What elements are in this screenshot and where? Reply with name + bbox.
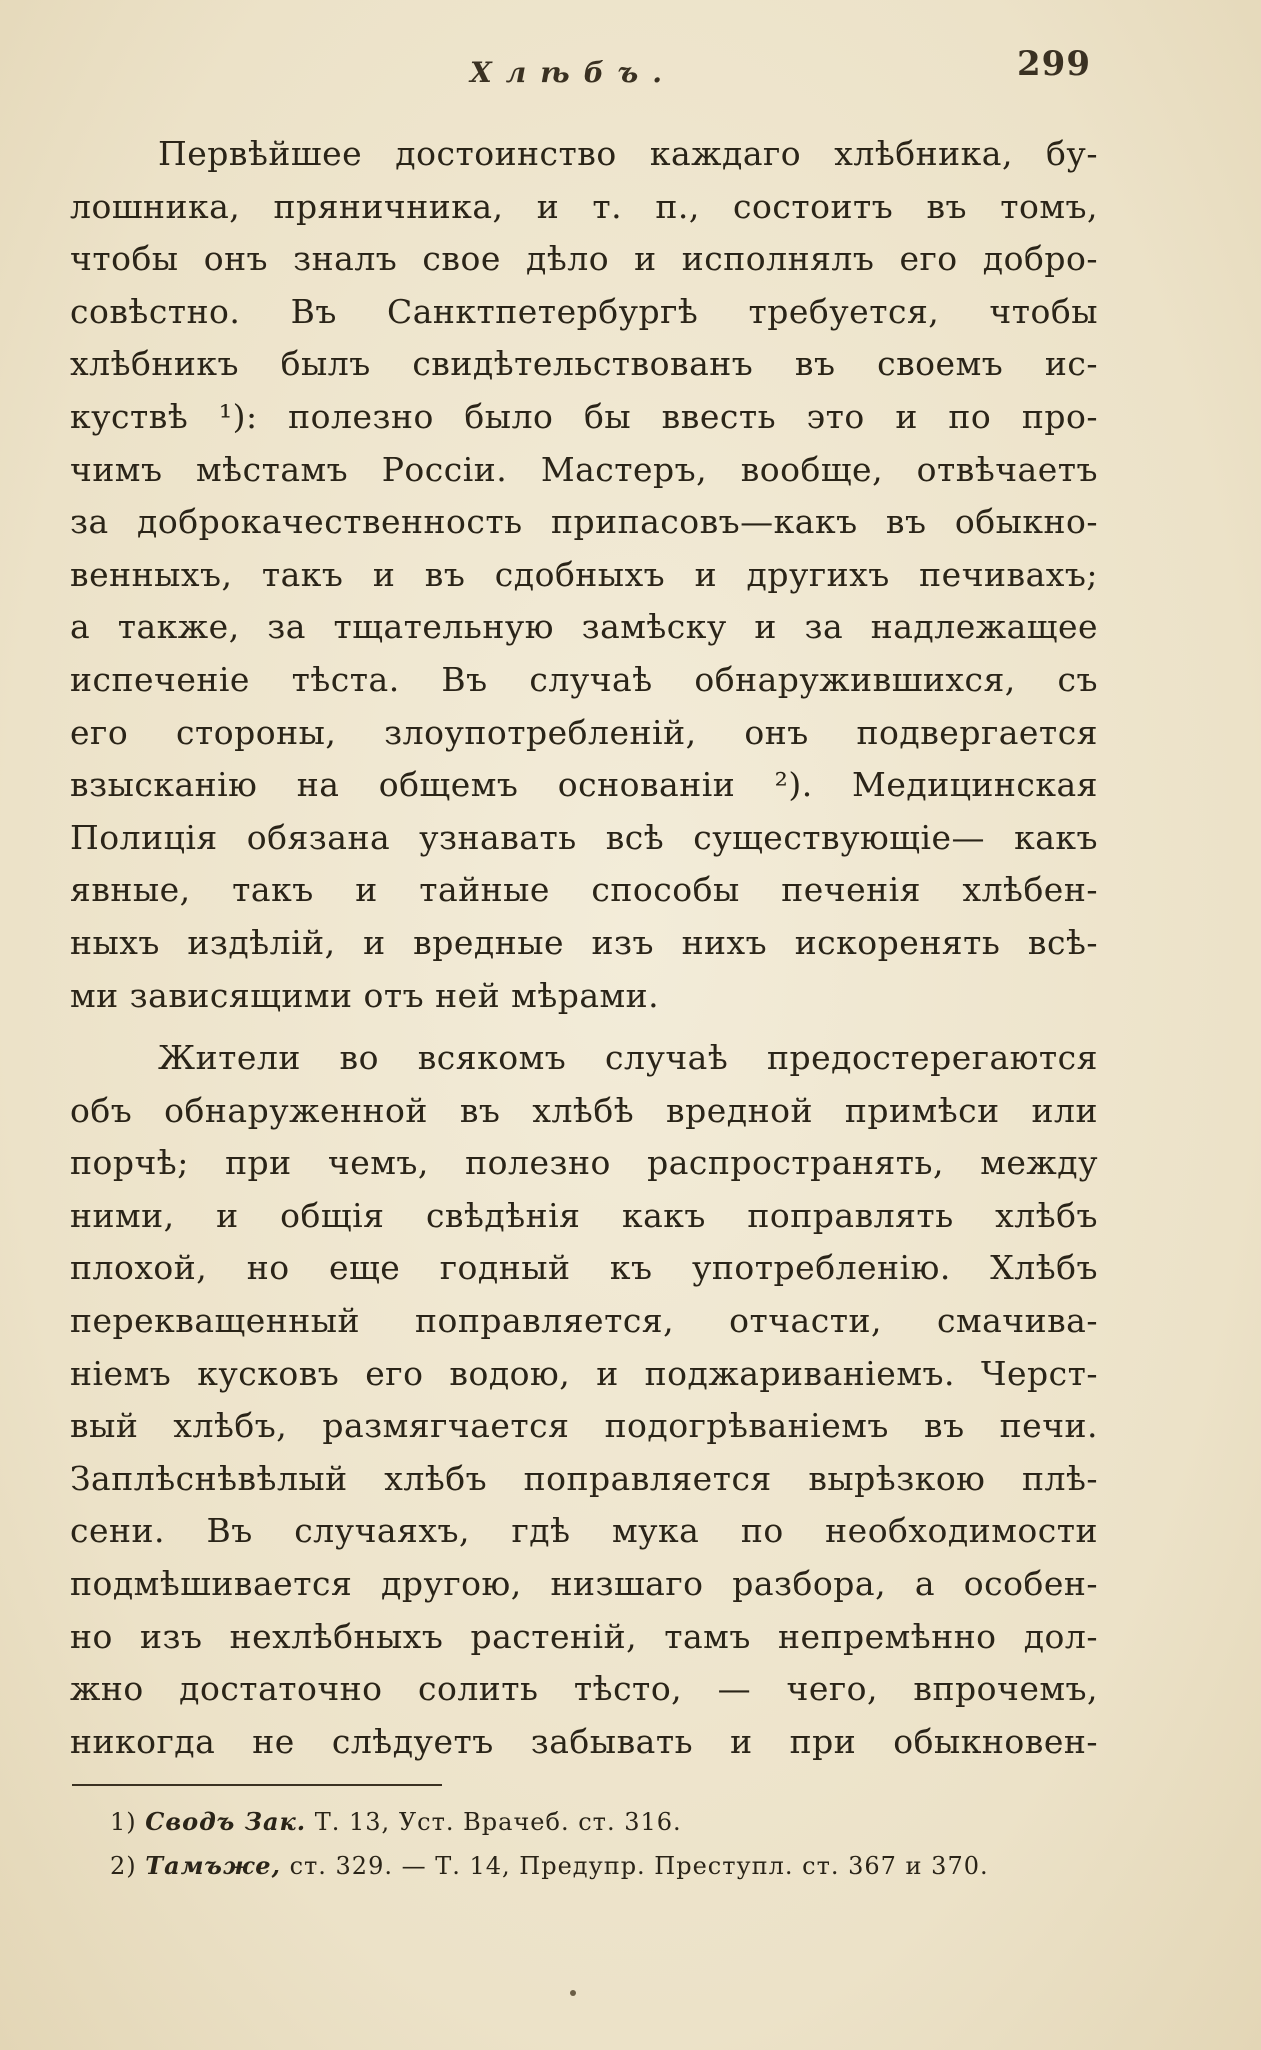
text-line: чимъ мѣстамъ Россіи. Мастеръ, вообще, отвѣчаетъ <box>70 449 1098 489</box>
footnote <box>110 1844 1110 1888</box>
text-line: явные, такъ и тайные способы печенія хлѣбен- <box>70 870 1098 910</box>
text-line: венныхъ, такъ и въ сдобныхъ и другихъ печивахъ; <box>70 554 1098 594</box>
text-line: плохой, но еще годный къ употребленію. Хлѣбъ <box>70 1248 1098 1288</box>
text-line: Заплѣснѣвѣлый хлѣбъ поправляется вырѣзкою плѣ- <box>70 1458 1098 1498</box>
running-head: Хлѣбъ. <box>470 56 676 89</box>
footnote-marker: 2) <box>110 1852 137 1880</box>
footnotes <box>110 1800 1110 1888</box>
text-line: испеченіе тѣста. Въ случаѣ обнаружившихся, съ <box>70 659 1098 699</box>
paragraph-gap <box>70 1022 1098 1032</box>
paragraph <box>70 1032 1098 1768</box>
text-line: хлѣбникъ былъ свидѣтельствованъ въ своемъ ис- <box>70 344 1098 384</box>
footnote-marker: 1) <box>110 1808 137 1836</box>
text-line: лошника, пряничника, и т. п., состоитъ въ томъ, <box>70 186 1098 226</box>
text-line: совѣстно. Въ Санктпетербургѣ требуется, чтобы <box>70 291 1098 331</box>
footnote-source: Сводъ Зак. <box>145 1807 307 1836</box>
text-line: перекващенный поправляется, отчасти, смачива- <box>70 1301 1098 1341</box>
text-line: чтобы онъ зналъ свое дѣло и исполнялъ его добро- <box>70 239 1098 279</box>
text-line: ныхъ издѣлій, и вредные изъ нихъ искоренять всѣ- <box>70 922 1098 962</box>
footnote-source: Тамъже, <box>145 1851 281 1880</box>
page-speck <box>570 1990 576 1996</box>
text-line: куствѣ ¹): полезно было бы ввесть это и по про- <box>70 396 1098 436</box>
text-line: подмѣшивается другою, низшаго разбора, а особен- <box>70 1564 1098 1604</box>
body-text <box>70 128 1098 1768</box>
text-line: порчѣ; при чемъ, полезно распространять, между <box>70 1143 1098 1183</box>
text-line: Жители во всякомъ случаѣ предостерегаются <box>158 1038 1098 1078</box>
text-line: вый хлѣбъ, размягчается подогрѣваніемъ въ печи. <box>70 1406 1098 1446</box>
text-line: сени. Въ случаяхъ, гдѣ мука по необходимости <box>70 1511 1098 1551</box>
text-line: объ обнаруженной въ хлѣбѣ вредной примѣси или <box>70 1090 1098 1130</box>
footnote <box>110 1800 1110 1844</box>
text-line: ними, и общія свѣдѣнія какъ поправлять хлѣбъ <box>70 1195 1098 1235</box>
text-line: но изъ нехлѣбныхъ растеній, тамъ непремѣнно дол- <box>70 1616 1098 1656</box>
text-line: никогда не слѣдуетъ забывать и при обыкновен- <box>70 1721 1098 1761</box>
footnote-rule <box>72 1784 442 1786</box>
page-number: 299 <box>1017 44 1091 84</box>
text-line: ми зависящими отъ ней мѣрами. <box>70 975 660 1015</box>
text-line: жно достаточно солить тѣсто, — чего, впрочемъ, <box>70 1669 1098 1709</box>
text-line: за доброкачественность припасовъ—какъ въ обыкно- <box>70 502 1098 542</box>
text-line: его стороны, злоупотребленій, онъ подвергается <box>70 712 1098 752</box>
text-line: а также, за тщательную замѣску и за надлежащее <box>70 607 1098 647</box>
text-line: Первѣйшее достоинство каждаго хлѣбника, бу- <box>158 134 1098 173</box>
text-line: взысканію на общемъ основаніи ²). Медицинская <box>70 765 1098 805</box>
footnote-text: ст. 329. — Т. 14, Предупр. Преступл. ст. 367 и 370. <box>289 1852 989 1880</box>
text-line: ніемъ кусковъ его водою, и поджариваніемъ. Черст- <box>70 1353 1098 1393</box>
paragraph <box>70 128 1098 1022</box>
text-line: Полиція обязана узнавать всѣ существующіе— какъ <box>70 817 1098 857</box>
footnote-text: Т. 13, Уст. Врачеб. ст. 316. <box>314 1808 682 1836</box>
